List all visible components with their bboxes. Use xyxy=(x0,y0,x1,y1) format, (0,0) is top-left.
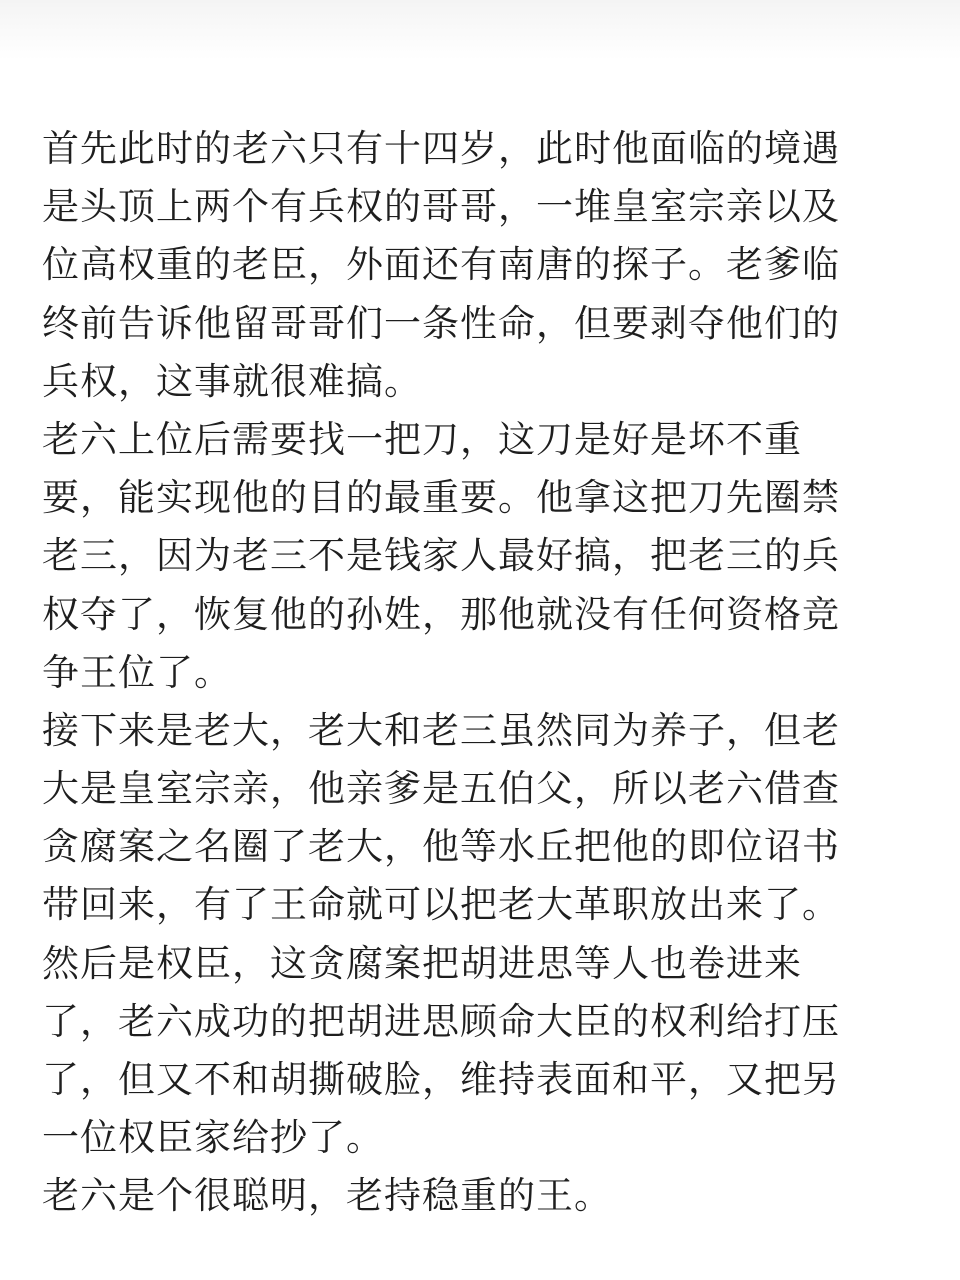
text-line: 要，能实现他的目的最重要。他拿这把刀先圈禁 xyxy=(42,476,840,520)
text-line: 带回来，有了王命就可以把老大革职放出来了。 xyxy=(42,883,840,927)
text-line: 老六是个很聪明，老持稳重的王。 xyxy=(42,1174,612,1218)
text-line: 一位权臣家给抄了。 xyxy=(42,1116,384,1160)
text-line: 争王位了。 xyxy=(42,650,232,694)
top-band xyxy=(0,0,960,60)
text-line: 贪腐案之名圈了老大，他等水丘把他的即位诏书 xyxy=(42,825,840,869)
text-line: 是头顶上两个有兵权的哥哥，一堆皇室宗亲以及 xyxy=(42,185,840,229)
text-line: 了，老六成功的把胡进思顾命大臣的权利给打压 xyxy=(42,999,840,1043)
text-line: 大是皇室宗亲，他亲爹是五伯父，所以老六借查 xyxy=(42,767,840,811)
text-line: 然后是权臣，这贪腐案把胡进思等人也卷进来 xyxy=(42,941,802,985)
text-line: 权夺了，恢复他的孙姓，那他就没有任何资格竞 xyxy=(42,592,840,636)
text-line: 老六上位后需要找一把刀，这刀是好是坏不重 xyxy=(42,417,802,461)
text-line: 首先此时的老六只有十四岁，此时他面临的境遇 xyxy=(42,127,840,170)
text-line: 了，但又不和胡撕破脸，维持表面和平，又把另 xyxy=(42,1058,840,1101)
text-line: 终前告诉他留哥哥们一条性命，但要剥夺他们的 xyxy=(42,301,840,345)
text-line: 兵权，这事就很难搞。 xyxy=(42,359,422,403)
text-line: 接下来是老大，老大和老三虽然同为养子，但老 xyxy=(42,708,840,752)
text-line: 老三，因为老三不是钱家人最好搞，把老三的兵 xyxy=(42,534,840,578)
text-line: 位高权重的老臣，外面还有南唐的探子。老爹临 xyxy=(42,243,840,287)
article-text xyxy=(42,120,912,1226)
